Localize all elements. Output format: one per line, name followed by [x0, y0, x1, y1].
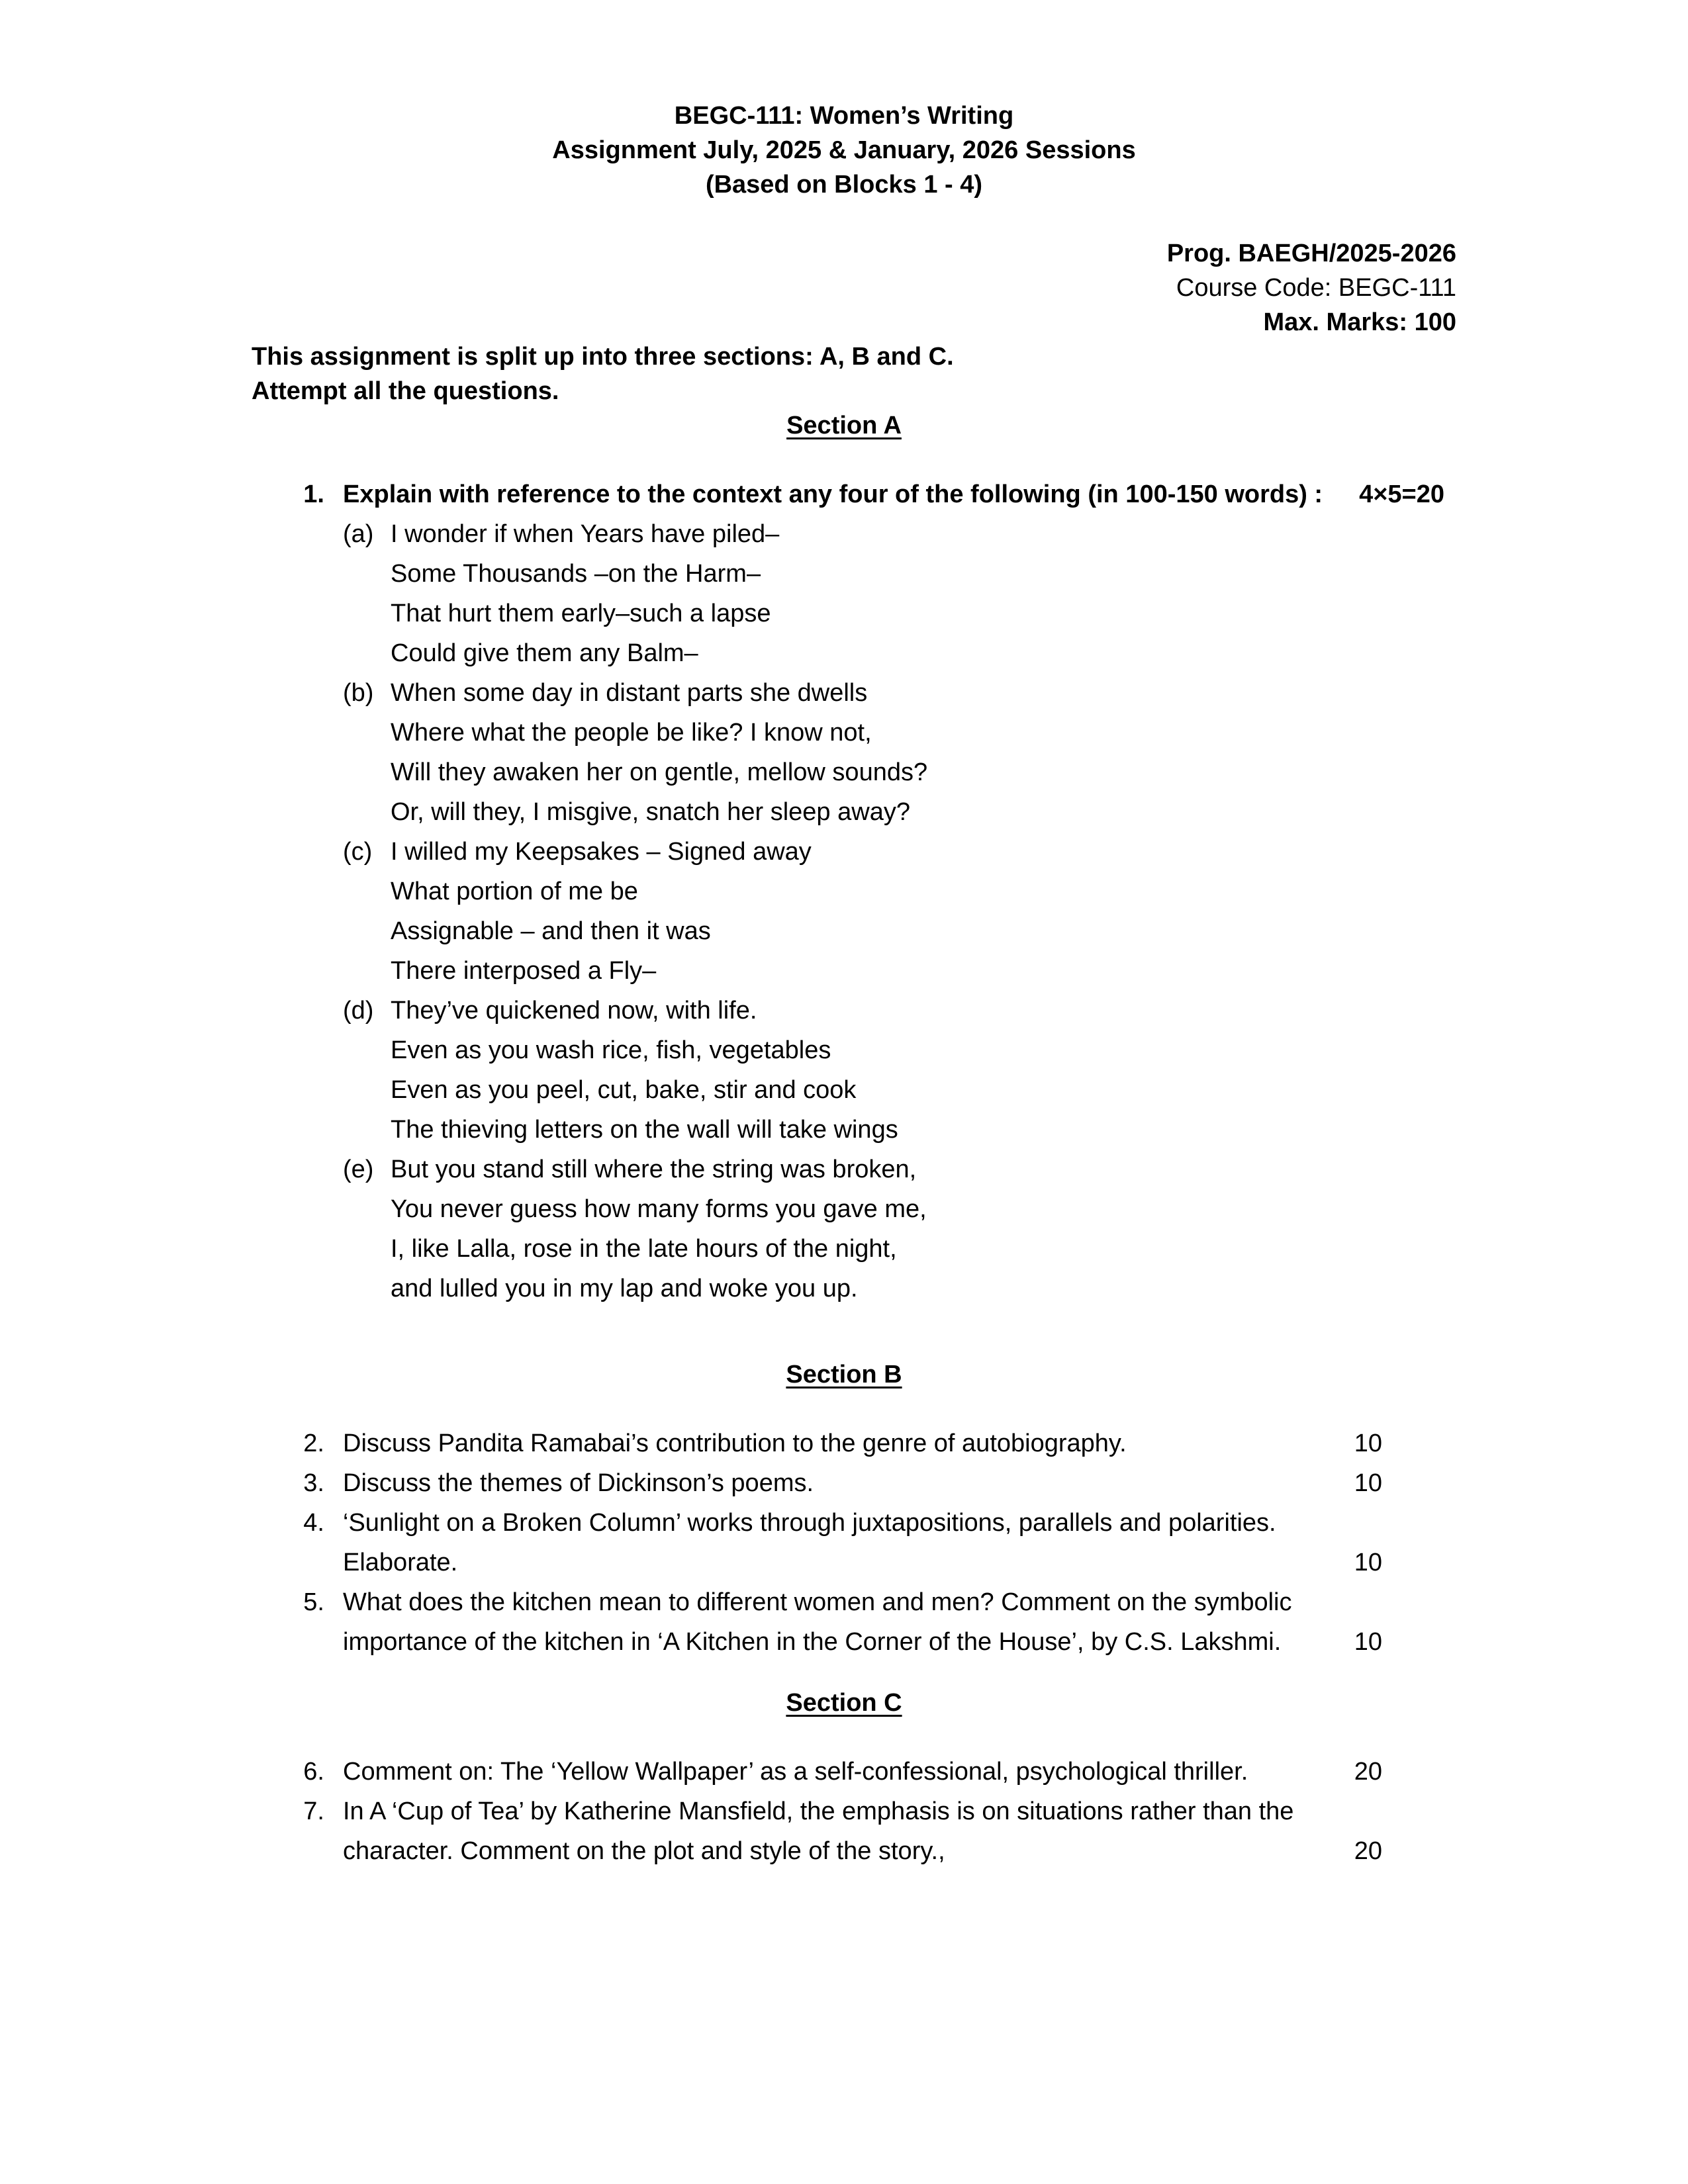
- question-text: In A ‘Cup of Tea’ by Katherine Mansfield, the emphasis is on situations rather than the: [343, 1797, 1294, 1825]
- question-number: 6.: [303, 1758, 324, 1786]
- document-sessions: Assignment July, 2025 & January, 2026 Sessions: [552, 136, 1136, 164]
- question-number: 3.: [303, 1469, 324, 1497]
- question-marks: 20: [1354, 1758, 1382, 1786]
- course-code: Course Code: BEGC-111: [1176, 274, 1456, 302]
- question-number: 5.: [303, 1588, 324, 1616]
- extract-label: (a): [343, 520, 374, 548]
- question-text: ‘Sunlight on a Broken Column’ works through juxtapositions, parallels and polarities.: [343, 1509, 1276, 1537]
- question-text: importance of the kitchen in ‘A Kitchen in the Corner of the House’, by C.S. Lakshmi.: [343, 1628, 1282, 1656]
- extract-line: I, like Lalla, rose in the late hours of the night,: [391, 1235, 897, 1263]
- extract-line: Could give them any Balm–: [391, 639, 698, 667]
- question-number: 1.: [303, 480, 324, 508]
- extract-label: (b): [343, 679, 374, 707]
- extract-line: The thieving letters on the wall will take wings: [391, 1116, 898, 1144]
- programme-code: Prog. BAEGH/2025-2026: [1166, 240, 1456, 267]
- question-marks: 10: [1354, 1549, 1382, 1576]
- question-text: Discuss the themes of Dickinson’s poems.: [343, 1469, 814, 1497]
- question-text: character. Comment on the plot and style of the story.,: [343, 1837, 945, 1865]
- document-blocks: (Based on Blocks 1 - 4): [705, 171, 983, 199]
- question-text: Explain with reference to the context any four of the following (in 100-150 words) :: [343, 480, 1323, 508]
- instruction-attempt: Attempt all the questions.: [252, 377, 559, 405]
- question-text: Comment on: The ‘Yellow Wallpaper’ as a self-confessional, psychological thriller.: [343, 1758, 1248, 1786]
- section-a-heading: Section A: [786, 412, 902, 439]
- question-marks: 10: [1354, 1628, 1382, 1656]
- question-marks: 10: [1354, 1430, 1382, 1457]
- section-c-heading: Section C: [786, 1689, 902, 1717]
- extract-line: That hurt them early–such a lapse: [391, 600, 771, 627]
- document-title: BEGC-111: Women’s Writing: [674, 102, 1014, 130]
- question-number: 2.: [303, 1430, 324, 1457]
- extract-line: What portion of me be: [391, 878, 638, 905]
- extract-label: (d): [343, 997, 374, 1024]
- question-text: Discuss Pandita Ramabai’s contribution to the genre of autobiography.: [343, 1430, 1127, 1457]
- extract-label: (e): [343, 1156, 374, 1183]
- question-marks: 20: [1354, 1837, 1382, 1865]
- extract-line: You never guess how many forms you gave me,: [391, 1195, 927, 1223]
- extract-line: and lulled you in my lap and woke you up.: [391, 1275, 858, 1302]
- extract-line: Or, will they, I misgive, snatch her sleep away?: [391, 798, 910, 826]
- extract-line: Where what the people be like? I know not,: [391, 719, 872, 747]
- extract-line: When some day in distant parts she dwells: [391, 679, 868, 707]
- extract-line: Will they awaken her on gentle, mellow sounds?: [391, 758, 928, 786]
- extract-line: I willed my Keepsakes – Signed away: [391, 838, 812, 866]
- question-number: 4.: [303, 1509, 324, 1537]
- extract-label: (c): [343, 838, 373, 866]
- extract-line: But you stand still where the string was broken,: [391, 1156, 917, 1183]
- question-marks: 10: [1354, 1469, 1382, 1497]
- question-text: What does the kitchen mean to different women and men? Comment on the symbolic: [343, 1588, 1292, 1616]
- extract-line: Even as you peel, cut, bake, stir and cook: [391, 1076, 857, 1104]
- question-marks: 4×5=20: [1359, 480, 1444, 508]
- extract-line: Even as you wash rice, fish, vegetables: [391, 1036, 831, 1064]
- extract-line: There interposed a Fly–: [391, 957, 657, 985]
- question-number: 7.: [303, 1797, 324, 1825]
- extract-line: I wonder if when Years have piled–: [391, 520, 780, 548]
- extract-line: Assignable – and then it was: [391, 917, 711, 945]
- max-marks: Max. Marks: 100: [1263, 308, 1456, 336]
- extract-line: Some Thousands –on the Harm–: [391, 560, 761, 588]
- section-b-heading: Section B: [786, 1361, 902, 1388]
- extract-line: They’ve quickened now, with life.: [391, 997, 757, 1024]
- instruction-sections: This assignment is split up into three sections: A, B and C.: [252, 343, 954, 371]
- question-text: Elaborate.: [343, 1549, 458, 1576]
